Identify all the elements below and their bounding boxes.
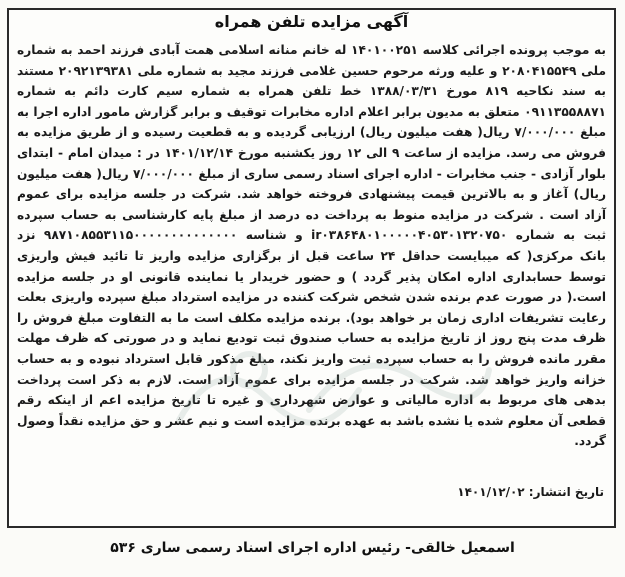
- publish-date: تاریخ انتشار: ۱۴۰۱/۱۲/۰۲: [457, 485, 604, 499]
- notice-body: به موجب پرونده اجرائی کلاسه ۱۴۰۱۰۰۲۵۱ له خانم منانه اسلامی همت آبادی فرزند احمد به شماره ملی ۲۰۸۰۴۱۵۵۴۹ و علیه ورثه مرحوم حسین غلامی فرزند مجید به شماره ملی ۲۰۹۲۱۳۹۳۸۱ مستند به سند نکاحیه ۸۱۹ مورخ ۱۳۸۸/۰۳/۳۱ خط تلفن همراه به شماره سیم کارت دائم به شماره ۰۹۱۱۳۵۵۸۸۷۱ متعلق به مدیون برابر اعلام اداره مخابرات توقیف و برابر گزارش مامور اداره اجرا به مبلغ ۷/۰۰۰/۰۰۰ ریال( هفت میلیون ریال) ارزیابی گردیده و به قطعیت رسیده و از طریق مزایده به فروش می رسد. مزایده از ساعت ۹ الی ۱۲ روز یکشنبه مورخ ۱۴۰۱/۱۲/۱۴ در : میدان امام - ابتدای بلوار آزادی - جنب مخابرات - اداره اجرای اسناد رسمی ساری از مبلغ ۷/۰۰۰/۰۰۰ ریال( هفت میلیون ریال) آغاز و به بالاترین قیمت پیشنهادی فروخته خواهد شد. شرکت در جلسه مزایده برای عموم آزاد است . شرکت در مزایده منوط به پرداخت ده درصد از مبلغ پایه کارشناسی به حساب سپرده ثبت به شماره ir۰۳۸۶۴۸۰۱۰۰۰۰۰۴۰۵۳۰۱۳۲۰۷۵۰ و شناسه ۹۸۷۱۰۸۵۵۳۱۱۵۰۰۰۰۰۰۰۰۰۰۰۰۰۰ نزد بانک مرکزی( که میبایست حداقل ۲۴ ساعت قبل از برگزاری مزایده واریز تا تائید فیش واریزی توسط حسابداری اداره امکان پذیر گردد ) و حضور خریدار یا نماینده قانونی او در جلسه مزایده است.( در صورت عدم برنده شدن شخص شرکت کننده در مزایده استرداد مبلغ سپرده واریزی بعلت رعایت تشریفات اداری زمان بر خواهد بود). برنده مزایده مکلف است ما به التفاوت مبلغ فروش را ظرف مدت پنج روز از تاریخ مزایده به حساب صندوق ثبت تودیع نماید و در صورتی که ظرف مهلت مقرر مانده فروش را به حساب سپرده ثبت واریز نکند، مبلغ مذکور قابل استرداد نبوده و به حساب خزانه واریز خواهد شد. شرکت در جلسه مزایده برای عموم آزاد است. لازم به ذکر است پرداخت بدهی های مربوط به اداره مالیاتی و عوارض شهرداری و غیره تا تاریخ مزایده اعم از اینکه رقم قطعی آن معلوم شده یا نشده باشد به عهده برنده مزایده است و نیم عشر و حق مزایده نقداً وصول گردد.: [17, 43, 607, 449]
- notice-title: آگهی مزایده تلفن همراه: [214, 12, 409, 31]
- notice-frame: [7, 8, 616, 528]
- signature-line: اسمعیل خالقی- رئیس اداره اجرای اسناد رسمی ساری ۵۳۶: [110, 540, 515, 556]
